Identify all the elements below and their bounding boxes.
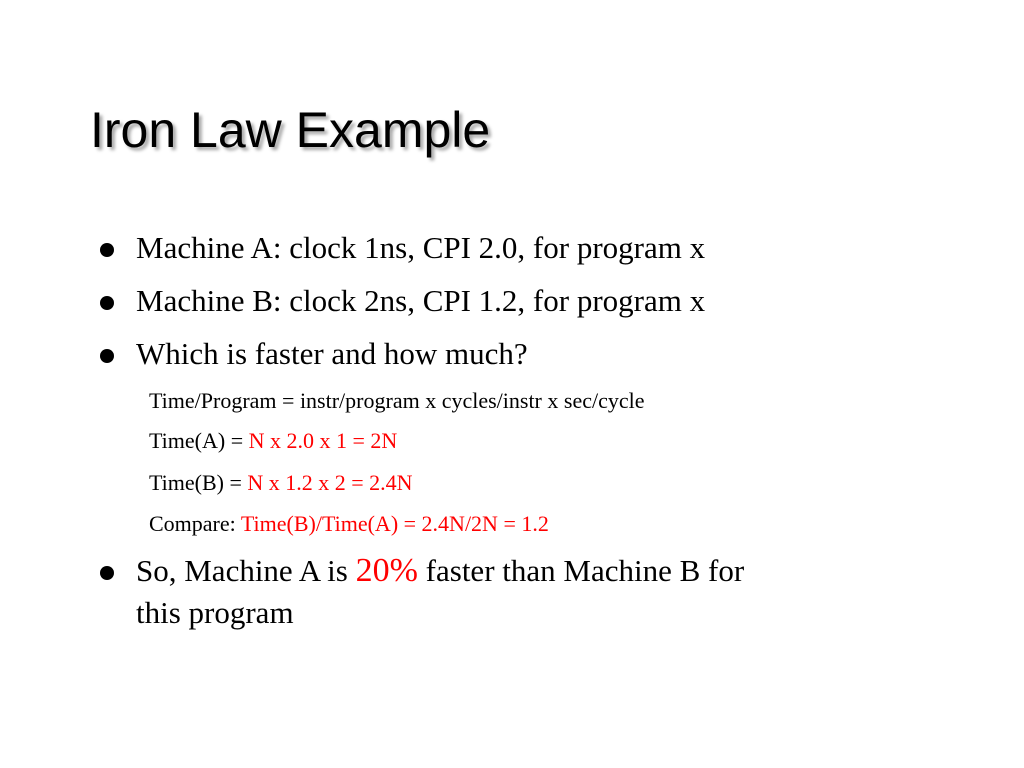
conclusion-suffix: faster than Machine B for bbox=[417, 553, 745, 588]
sub-item-value: N x 1.2 x 2 = 2.4N bbox=[247, 470, 413, 495]
slide-title: Iron Law Example bbox=[90, 102, 491, 158]
sub-item bbox=[149, 470, 413, 496]
sub-item bbox=[149, 511, 549, 537]
conclusion-highlight: 20% bbox=[355, 552, 418, 589]
sub-item-label: Compare: bbox=[149, 511, 241, 536]
sub-item-value: N x 2.0 x 1 = 2N bbox=[248, 428, 398, 453]
sub-item bbox=[149, 428, 397, 454]
sub-item-label: Time/Program = instr/program x cycles/instr x sec/cycle bbox=[149, 388, 645, 413]
sub-item-label: Time(B) = bbox=[149, 470, 248, 495]
conclusion-prefix: So, Machine A is bbox=[136, 553, 356, 588]
bullet-dot-icon bbox=[100, 296, 114, 310]
sub-item-label: Time(A) = bbox=[149, 428, 249, 453]
bullet-dot-icon bbox=[100, 243, 114, 257]
bullet-text: Machine B: clock 2ns, CPI 1.2, for program x bbox=[136, 283, 706, 318]
conclusion-line-2: this program bbox=[136, 595, 294, 630]
bullet-dot-icon bbox=[100, 349, 114, 363]
sub-item-value: Time(B)/Time(A) = 2.4N/2N = 1.2 bbox=[240, 511, 549, 536]
sub-item bbox=[149, 388, 645, 414]
conclusion-line-1 bbox=[136, 553, 744, 589]
bullet-text: Which is faster and how much? bbox=[136, 336, 528, 371]
bullet-text: Machine A: clock 1ns, CPI 2.0, for program x bbox=[136, 230, 706, 265]
bullet-dot-icon bbox=[100, 566, 114, 580]
